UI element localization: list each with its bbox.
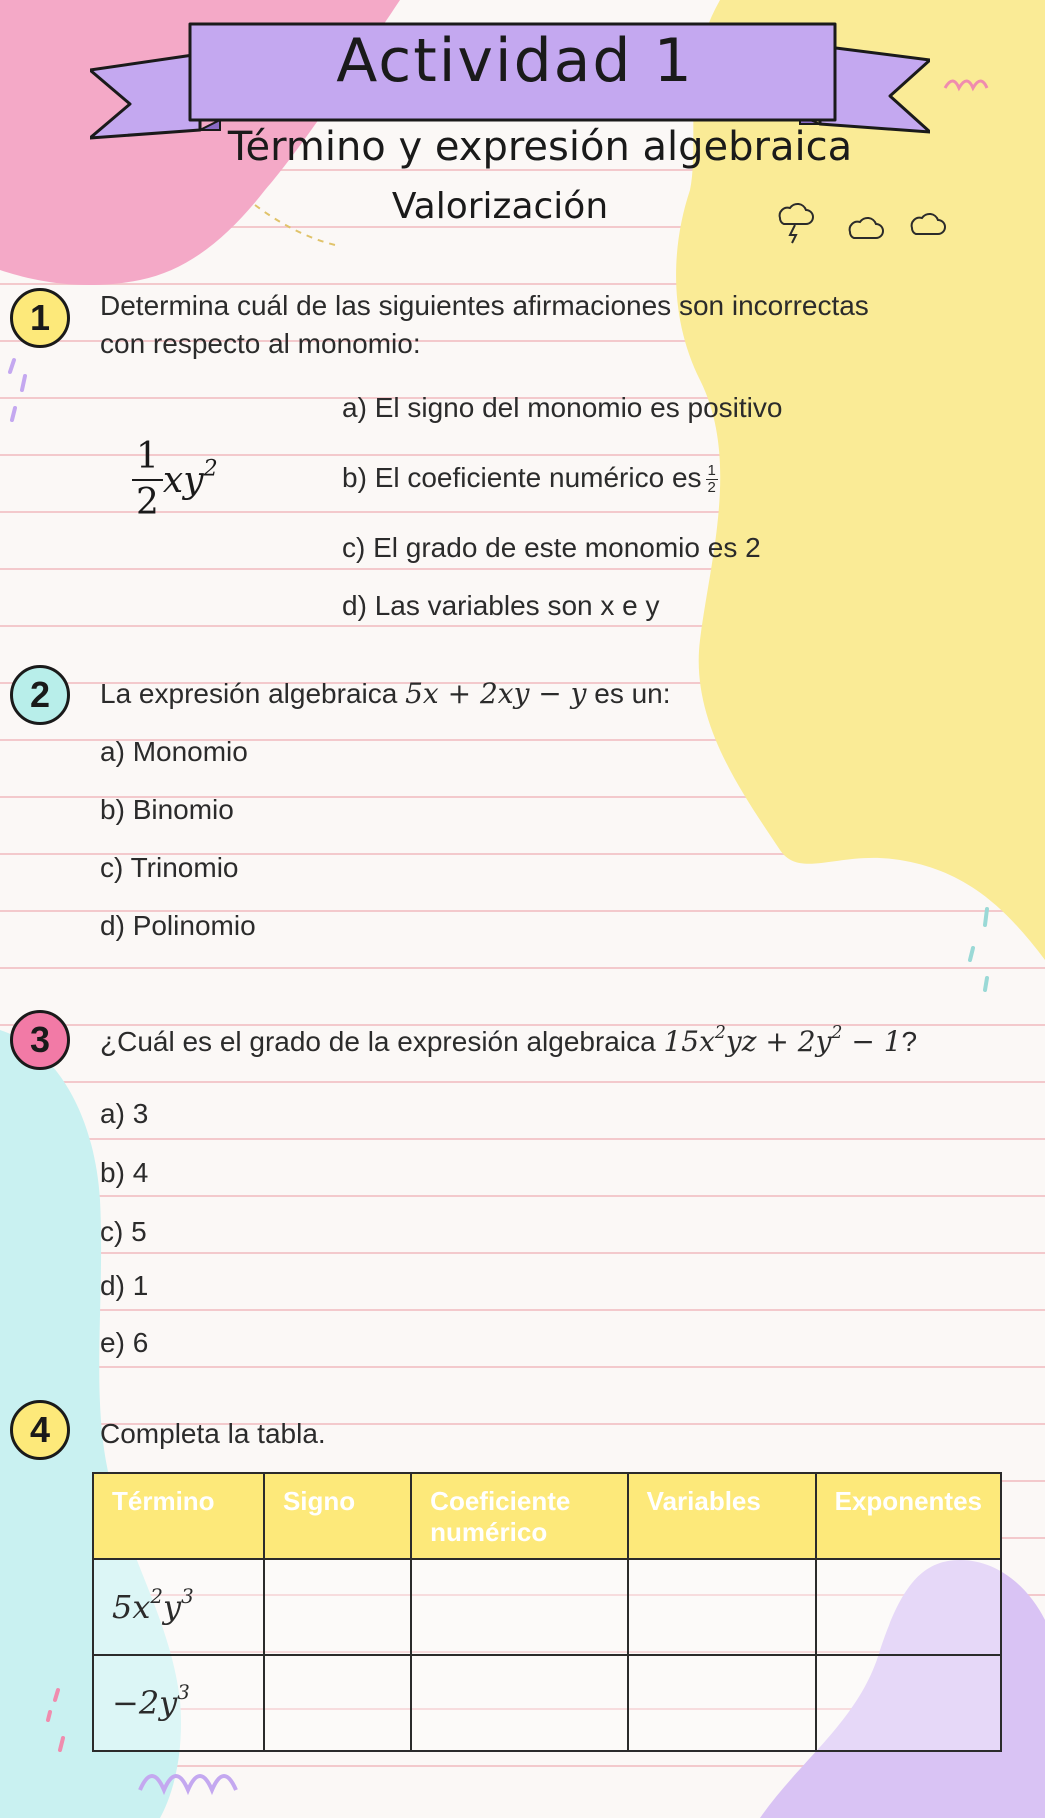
q2-option-a[interactable]: a) Monomio xyxy=(100,736,248,767)
table-row xyxy=(93,1655,1001,1751)
q3-expression: $15x^2yz + 2y^2 - 1$ xyxy=(663,1022,902,1058)
variables-answer-cell[interactable] xyxy=(628,1655,816,1751)
coefficient-answer-cell[interactable] xyxy=(411,1655,627,1751)
q1-option-b-fraction: $\frac{1}{2}$ xyxy=(707,462,716,497)
q1-option-b[interactable]: b) El coeficiente numérico es $\frac{1}{2}$ xyxy=(342,462,716,497)
col-header-exponents: Exponentes xyxy=(816,1473,1001,1559)
page-subtitle-secondary: Valorización xyxy=(391,186,609,227)
q2-option-d[interactable]: d) Polinomio xyxy=(100,910,256,941)
q1-option-d[interactable]: d) Las variables son x e y xyxy=(342,590,660,621)
q3-option-a[interactable]: a) 3 xyxy=(100,1098,149,1129)
q3-option-b[interactable]: b) 4 xyxy=(100,1157,149,1188)
term-cell: $-2y^3$ xyxy=(93,1655,264,1751)
q2-question: La expresión algebraica 5x + 2xy − y es un: xyxy=(100,677,671,710)
table-row xyxy=(93,1559,1001,1655)
monomial-numerator: 1 xyxy=(132,435,163,481)
q3-question: ¿Cuál es el grado de la expresión algebraica $15x^2yz + 2y^2 - 1$? xyxy=(100,1022,918,1058)
page-subtitle: Término y expresión algebraica xyxy=(227,124,853,170)
table-header-row xyxy=(93,1473,1001,1559)
col-header-coefficient: Coeficiente numérico xyxy=(411,1473,627,1559)
col-header-sign: Signo xyxy=(264,1473,411,1559)
exponents-answer-cell[interactable] xyxy=(816,1655,1001,1751)
monomial-exponent: 2 xyxy=(203,454,218,481)
q1-option-c[interactable]: c) El grado de este monomio es 2 xyxy=(342,532,761,563)
q2-option-b[interactable]: b) Binomio xyxy=(100,794,234,825)
q1-monomial xyxy=(132,435,218,525)
q1-instruction-line2: con respecto al monomio: xyxy=(100,328,421,359)
question-number-4: 4 xyxy=(10,1400,70,1460)
q3-option-d[interactable]: d) 1 xyxy=(100,1270,149,1301)
q4-instruction: Completa la tabla. xyxy=(100,1418,326,1449)
q3-option-e[interactable]: e) 6 xyxy=(100,1327,149,1358)
col-header-term: Término xyxy=(93,1473,264,1559)
col-header-variables: Variables xyxy=(628,1473,816,1559)
question-number-2: 2 xyxy=(10,665,70,725)
monomial-denominator: 2 xyxy=(136,482,159,523)
question-number-3: 3 xyxy=(10,1010,70,1070)
q2-option-c[interactable]: c) Trinomio xyxy=(100,852,239,883)
sign-answer-cell[interactable] xyxy=(264,1655,411,1751)
term-cell: $5x^2y^3$ xyxy=(93,1559,264,1655)
variables-answer-cell[interactable] xyxy=(628,1559,816,1655)
q1-option-a[interactable]: a) El signo del monomio es positivo xyxy=(342,392,783,423)
exponents-answer-cell[interactable] xyxy=(816,1559,1001,1655)
exercise-table xyxy=(92,1472,1002,1752)
q2-expression: 5x + 2xy − y xyxy=(405,677,587,710)
page-title: Actividad 1 xyxy=(336,26,694,96)
coefficient-answer-cell[interactable] xyxy=(411,1559,627,1655)
question-number-1: 1 xyxy=(10,288,70,348)
q3-option-c[interactable]: c) 5 xyxy=(100,1216,147,1247)
q1-instruction-line1: Determina cuál de las siguientes afirmaciones son incorrectas xyxy=(100,290,869,321)
sign-answer-cell[interactable] xyxy=(264,1559,411,1655)
monomial-variables: xy xyxy=(162,459,204,501)
